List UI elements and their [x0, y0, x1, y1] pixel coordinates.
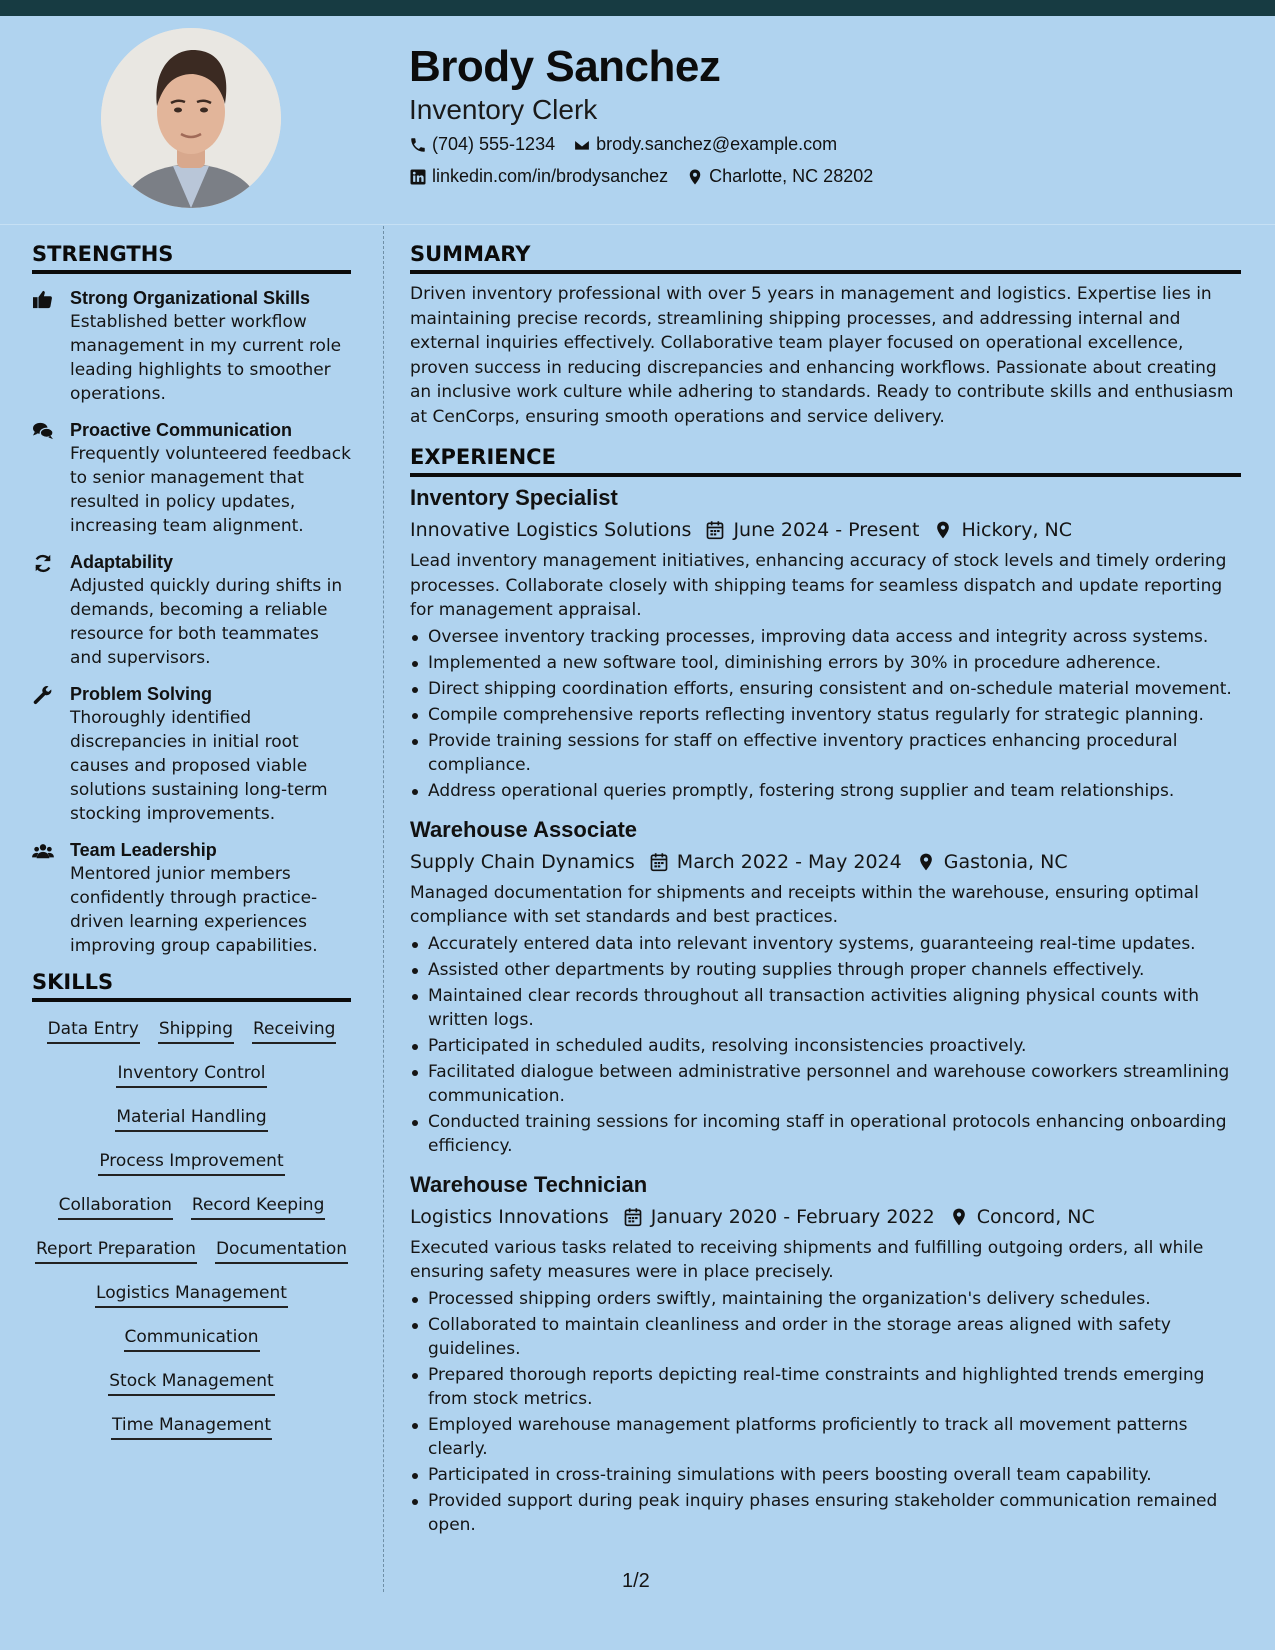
- strength-item: [32, 838, 351, 958]
- calendar-icon: [649, 852, 669, 872]
- job-company: Innovative Logistics Solutions: [410, 519, 692, 541]
- strengths-heading: STRENGTHS: [32, 242, 351, 274]
- bullet-item: Maintained clear records throughout all transaction activities aligning physical counts with written logs.: [410, 984, 1241, 1032]
- skill-tag: Material Handling: [115, 1106, 267, 1132]
- bullet-item: Implemented a new software tool, diminishing errors by 30% in procedure adherence.: [410, 651, 1241, 675]
- bullet-item: Provided support during peak inquiry phases ensuring stakeholder communication remained open.: [410, 1489, 1241, 1537]
- job-bullets: [410, 625, 1241, 803]
- strength-title: Strong Organizational Skills: [70, 288, 311, 308]
- right-column: [410, 242, 1241, 1537]
- bullet-item: Conducted training sessions for incoming staff in operational protocols enhancing onboarding efficiency.: [410, 1110, 1241, 1158]
- skill-tag: Collaboration: [58, 1194, 173, 1220]
- job-entry: [410, 1170, 1241, 1537]
- skill-tag: Shipping: [158, 1018, 234, 1044]
- bullet-item: Participated in cross-training simulations with peers boosting overall team capability.: [410, 1463, 1241, 1487]
- job-location: Gastonia, NC: [943, 850, 1068, 873]
- refresh-icon: [32, 553, 54, 573]
- bullet-item: Facilitated dialogue between administrative personnel and warehouse coworkers streamlining communication.: [410, 1060, 1241, 1108]
- skill-tag: Communication: [124, 1326, 260, 1352]
- strength-description: Mentored junior members confidently through practice-driven learning experiences improving group capabilities.: [70, 864, 318, 956]
- candidate-role: Inventory Clerk: [409, 94, 598, 125]
- job-company: Logistics Innovations: [410, 1205, 609, 1228]
- strength-item: [32, 286, 351, 406]
- job-meta: [410, 1202, 1241, 1232]
- skill-tag: Time Management: [111, 1414, 272, 1440]
- strength-description: Thoroughly identified discrepancies in initial root causes and proposed viable solutions sustaining long-term stocking improvements.: [70, 708, 328, 824]
- bullet-item: Collaborated to maintain cleanliness and order in the storage areas aligned with safety guidelines.: [410, 1313, 1241, 1361]
- linkedin-contact[interactable]: [409, 166, 668, 187]
- strength-item: [32, 682, 351, 826]
- job-entry: [410, 483, 1241, 803]
- left-column: [32, 242, 351, 1458]
- job-dates: January 2020 - February 2022: [650, 1205, 935, 1228]
- job-title: Warehouse Technician: [410, 1171, 648, 1197]
- phone-icon: [409, 136, 427, 154]
- contact-row-primary: [409, 134, 855, 155]
- bullet-item: Oversee inventory tracking processes, improving data access and integrity across systems.: [410, 625, 1241, 649]
- experience-heading: EXPERIENCE: [410, 445, 1241, 477]
- users-icon: [32, 841, 54, 861]
- skill-tag: Record Keeping: [191, 1194, 325, 1220]
- profile-photo-illustration: [101, 28, 281, 208]
- bullet-item: Direct shipping coordination efforts, ensuring consistent and on-schedule material movement.: [410, 677, 1241, 701]
- strength-item: [32, 550, 351, 670]
- linkedin-icon: [409, 168, 427, 186]
- location-text: Charlotte, NC 28202: [709, 166, 874, 186]
- skill-tag: Documentation: [215, 1238, 348, 1264]
- skill-tag: Stock Management: [108, 1370, 274, 1396]
- bullet-item: Prepared thorough reports depicting real-time constraints and highlighted trends emerging from stock metrics.: [410, 1363, 1241, 1411]
- job-dates: March 2022 - May 2024: [676, 850, 902, 873]
- top-accent-bar: [0, 0, 1275, 16]
- map-pin-icon: [933, 520, 953, 540]
- skill-tag: Data Entry: [47, 1018, 140, 1044]
- contact-row-secondary: [409, 166, 891, 187]
- phone-text: (704) 555-1234: [432, 134, 556, 154]
- map-pin-icon: [949, 1207, 969, 1227]
- bullet-item: Compile comprehensive reports reflecting inventory status regularly for strategic planning.: [410, 703, 1241, 727]
- strengths-list: [32, 286, 351, 958]
- job-bullets: [410, 932, 1241, 1158]
- map-pin-icon: [686, 168, 704, 186]
- envelope-icon: [573, 136, 591, 154]
- job-location: Concord, NC: [976, 1205, 1095, 1228]
- calendar-icon: [705, 520, 725, 540]
- job-bullets: [410, 1287, 1241, 1537]
- strength-title: Proactive Communication: [70, 420, 293, 440]
- profile-photo: [101, 28, 281, 208]
- chat-bubbles-icon: [32, 421, 54, 441]
- bullet-item: Address operational queries promptly, fostering strong supplier and team relationships.: [410, 779, 1241, 803]
- skill-tag: Logistics Management: [95, 1282, 288, 1308]
- job-entry: [410, 815, 1241, 1158]
- job-description: Lead inventory management initiatives, enhancing accuracy of stock levels and timely ordering processes. Collaborate closely with shipping teams for seamless dispatch and update reporting for management appraisal.: [410, 551, 1227, 620]
- candidate-name: Brody Sanchez: [409, 42, 721, 91]
- linkedin-text: linkedin.com/in/brodysanchez: [432, 166, 669, 186]
- map-pin-icon: [916, 852, 936, 872]
- strength-description: Established better workflow management in my current role leading highlights to smoother operations.: [70, 312, 342, 404]
- skill-tag: Receiving: [252, 1018, 336, 1044]
- skill-tag: Inventory Control: [116, 1062, 266, 1088]
- job-location: Hickory, NC: [961, 519, 1073, 541]
- bullet-item: Assisted other departments by routing supplies through proper channels effectively.: [410, 958, 1241, 982]
- strength-title: Adaptability: [70, 552, 174, 572]
- job-dates: June 2024 - Present: [733, 519, 920, 541]
- skills-heading: SKILLS: [32, 970, 351, 1002]
- summary-heading: SUMMARY: [410, 242, 1241, 274]
- summary-text: Driven inventory professional with over 5 years in management and logistics. Expertise lies in maintaining precise records, streamlining shipping processes, and addressing internal and external inquiries effectively. Collaborative team player focused on operational excellence, proven success in reducing discrepancies and enhancing workflows. Passionate about creating an inclusive work culture while adhering to standards. Ready to contribute skills and enthusiasm at CenCorps, ensuring smooth operations and service delivery.: [410, 284, 1234, 427]
- strength-description: Adjusted quickly during shifts in demands, becoming a reliable resource for both teammates and supervisors.: [70, 576, 343, 668]
- strength-item: [32, 418, 351, 538]
- job-description: Executed various tasks related to receiving shipments and fulfilling outgoing orders, all while ensuring safety measures were in place precisely.: [410, 1237, 1204, 1282]
- location-contact: [686, 166, 873, 187]
- job-title: Warehouse Associate: [410, 816, 638, 842]
- strength-title: Problem Solving: [70, 684, 213, 704]
- job-description: Managed documentation for shipments and receipts within the warehouse, ensuring optimal compliance with set standards and best practices.: [410, 882, 1199, 927]
- job-title: Inventory Specialist: [410, 485, 618, 510]
- job-meta: [410, 515, 1241, 545]
- email-contact[interactable]: [573, 134, 837, 155]
- bullet-item: Employed warehouse management platforms proficiently to track all movement patterns clearly.: [410, 1413, 1241, 1461]
- skill-tag: Report Preparation: [35, 1238, 197, 1264]
- column-divider: [383, 226, 384, 1592]
- header-separator: [0, 224, 1275, 225]
- page-number: 1/2: [622, 1570, 650, 1592]
- bullet-item: Provide training sessions for staff on effective inventory practices enhancing procedural compliance.: [410, 729, 1241, 777]
- skills-list: [32, 1018, 351, 1458]
- job-company: Supply Chain Dynamics: [410, 850, 635, 873]
- job-meta: [410, 847, 1241, 877]
- bullet-item: Accurately entered data into relevant inventory systems, guaranteeing real-time updates.: [410, 932, 1241, 956]
- wrench-icon: [32, 685, 54, 705]
- phone-contact[interactable]: [409, 134, 555, 155]
- strength-description: Frequently volunteered feedback to senior management that resulted in policy updates, increasing team alignment.: [70, 444, 351, 536]
- thumbs-up-icon: [32, 289, 54, 309]
- skill-tag: Process Improvement: [98, 1150, 284, 1176]
- strength-title: Team Leadership: [70, 840, 217, 860]
- bullet-item: Processed shipping orders swiftly, maintaining the organization's delivery schedules.: [410, 1287, 1241, 1311]
- calendar-icon: [623, 1207, 643, 1227]
- bullet-item: Participated in scheduled audits, resolving inconsistencies proactively.: [410, 1034, 1241, 1058]
- email-text: brody.sanchez@example.com: [596, 134, 838, 154]
